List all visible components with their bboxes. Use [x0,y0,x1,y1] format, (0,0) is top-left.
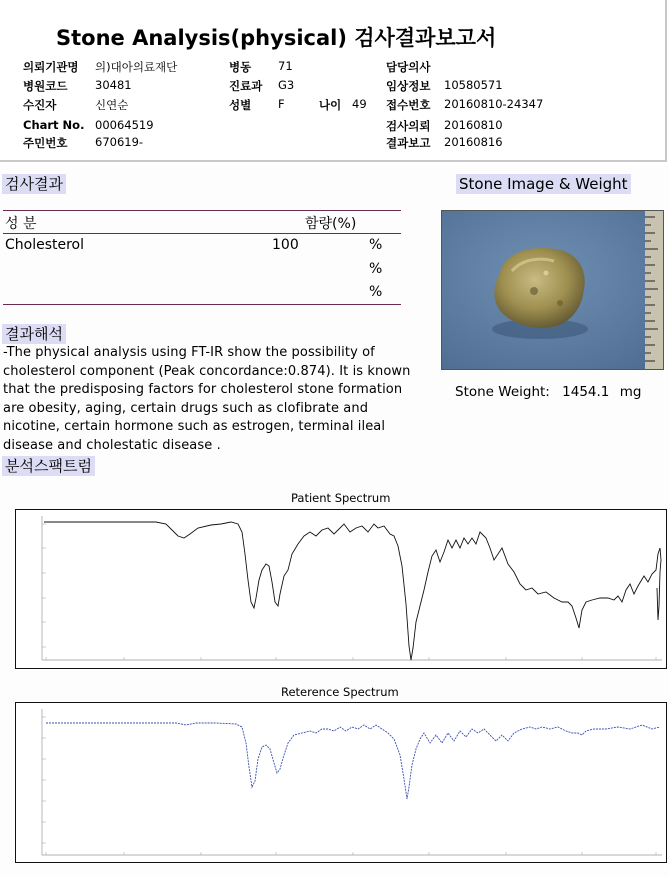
chart-no-value: 00064519 [95,118,154,132]
request-date-value: 20160810 [444,118,503,132]
component-unit: % [369,284,383,300]
stone-image [442,211,664,370]
interpretation-text: -The physical analysis using FT-IR show the possibility of cholesterol component (Peak concordance:0.874). It is known that the predisposing factors for cholesterol stone formation are obesity, aging, certain drugs such as clofibrate and nicotine, certain hormone such as estrogen, terminal ileal disease and cholestatic disease . [3,345,411,453]
reference-spectrum-svg [16,703,666,862]
interpretation-section-title: 결과해석 [2,324,66,344]
resident-no-value: 670619- [95,135,144,149]
institution-label: 의뢰기관명 [23,60,79,74]
clinical-info-label: 임상정보 [386,79,431,93]
content-column-header: 함량(%) [305,216,357,232]
reference-spectrum-line [46,723,660,799]
component-value: 100 [272,237,299,253]
doctor-label: 담당의사 [386,60,431,74]
receipt-no-value: 20160810-24347 [444,97,544,111]
reference-spectrum-plot [15,702,667,863]
stone-section-title: Stone Image & Weight [456,174,631,194]
receipt-no-label: 접수번호 [386,98,431,112]
resident-no-label: 주민번호 [23,136,68,150]
stone-weight-label: Stone Weight: [455,384,550,400]
hospital-code-label: 병원코드 [23,79,68,93]
patient-spectrum-title: Patient Spectrum [291,491,391,505]
ward-label: 병동 [229,60,252,74]
patient-spectrum-plot [15,509,667,669]
sex-label: 성별 [229,98,252,112]
table-header-rule [3,233,401,234]
dept-label: 진료과 [229,79,263,93]
stone-photo [441,210,664,370]
clinical-info-value: 10580571 [444,78,503,92]
age-label: 나이 [319,98,342,112]
stone-weight-value: 1454.1 [562,384,610,400]
stone-weight [455,384,641,400]
component-name: Cholesterol [5,237,85,253]
hospital-code-value: 30481 [95,78,132,92]
request-date-label: 검사의뢰 [386,119,431,133]
component-unit: % [369,261,383,277]
table-bottom-rule [3,304,401,305]
stone-weight-unit: mg [619,384,642,400]
spectrum-section-title: 분석스팩트럼 [2,456,95,476]
reference-spectrum-title: Reterence Spectrum [281,685,399,699]
report-title: Stone Analysis(physical) 검사결과보고서 [56,26,497,50]
collector-value: 신연순 [95,98,129,112]
results-section-title: 검사결과 [2,174,66,194]
age-value: 49 [352,97,367,111]
report-date-value: 20160816 [444,135,503,149]
report-date-label: 결과보고 [386,136,431,150]
collector-label: 수진자 [23,98,57,112]
institution-value: 의)대아의료재단 [95,60,178,74]
chart-no-label: Chart No. [23,118,85,132]
ward-value: 71 [278,59,293,73]
patient-spectrum-line [44,522,661,660]
component-unit: % [369,237,383,253]
sex-value: F [278,97,285,111]
table-top-rule [3,210,401,211]
patient-spectrum-svg [16,510,666,668]
dept-value: G3 [278,78,295,92]
component-column-header: 성 분 [5,216,37,232]
